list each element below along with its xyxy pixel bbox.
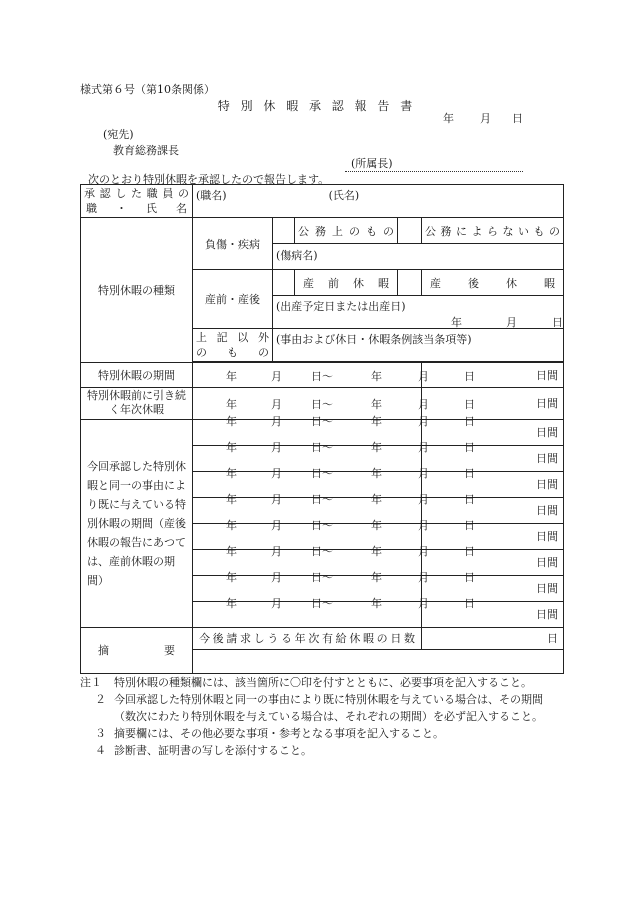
range-month: 月 [271,570,282,584]
prior-days-field-4[interactable] [422,497,564,523]
staff-label-cell [81,185,193,218]
document-title: 特別休暇承認報告書 [217,99,423,113]
prenatal-option: 産前休暇 [295,270,398,296]
other-reason-field[interactable] [273,329,564,362]
staff-label-line1: 承認した職員の [84,187,189,200]
range-year2: 年 [371,518,382,532]
range-days: 日間 [536,426,559,439]
range-day-from: 日～ [311,398,333,411]
range-month: 月 [271,466,282,480]
prior-range-field-8[interactable] [193,596,475,627]
range-day-from: 日～ [311,414,333,428]
range-day-from: 日～ [311,370,333,383]
range-day-from: 日～ [311,466,333,480]
intro-text: 次のとおり特別休暇を承認したので報告します。 [88,173,330,186]
maternity-label: 産前・産後 [193,270,273,329]
note-number: ３ [95,727,106,740]
range-day-from: 日～ [311,440,333,454]
department-head-label: (所属長) [351,157,393,170]
staff-label-line2: 職・氏名 [86,202,187,215]
range-month2: 月 [418,466,429,480]
range-day-from: 日～ [311,492,333,506]
range-year2: 年 [371,440,382,454]
other-reason-label: (事由および休日・休暇条例該当条項等) [276,333,472,346]
official-option: 公務上のもの [295,218,398,244]
range-days: 日間 [536,397,559,410]
due-date-field[interactable] [273,296,564,329]
note-item [80,674,560,691]
range-day2: 日 [464,544,475,558]
date-year: 年 [443,112,454,125]
range-year2: 年 [371,466,382,480]
postnatal-option: 産後休暇 [422,270,564,296]
prior-days-field-8[interactable] [422,601,564,627]
range-day2: 日 [464,398,475,411]
range-day-from: 日～ [311,570,333,584]
range-month: 月 [271,414,282,428]
range-days: 日間 [536,504,559,517]
note-text: 診断書、証明書の写しを添付すること。 [114,744,312,757]
note-item [80,725,560,742]
range-year: 年 [226,440,237,454]
range-year2: 年 [371,544,382,558]
injury-label: 負傷・疾病 [193,218,273,270]
range-days: 日間 [536,530,559,543]
prior-leave-label: 今回承認した特別休暇と同一の事由により既に与えている特別休暇の期間（産後休暇の報告にあつては、産前休暇の期間） [81,419,193,627]
remaining-leave-label: 今後請求しうる年次有給休暇の日数 [193,627,422,649]
postnatal-mark-box[interactable] [398,270,422,296]
period-range-field[interactable] [193,363,475,388]
range-days: 日間 [536,556,559,569]
disease-name-label: (傷病名) [276,249,318,262]
range-day2: 日 [464,440,475,454]
period-row [81,363,564,388]
addressee-label: (宛先) [103,128,134,141]
range-year: 年 [226,544,237,558]
note-text: 摘要欄には、その他必要な事項・参考となる事項を記入すること。 [114,727,444,740]
range-month2: 月 [418,570,429,584]
prior-days-field-3[interactable] [422,471,564,497]
range-year: 年 [226,466,237,480]
range-month2: 月 [418,518,429,532]
range-year2: 年 [371,414,382,428]
range-month: 月 [271,518,282,532]
recipient: 教育総務課長 [113,144,179,157]
other-label-line1: 上記以外 [196,331,269,344]
form-number: 様式第６号（第10条関係） [80,83,215,96]
leave-report-table [80,184,564,674]
range-days: 日間 [536,582,559,595]
range-days: 日間 [536,478,559,491]
period-label: 特別休暇の期間 [81,363,193,388]
range-month2: 月 [418,370,429,383]
note-text: 特別休暇の種類欄には、該当箇所に〇印を付すとともに、必要事項を記入すること。 [114,676,532,689]
prior-days-field-5[interactable] [422,523,564,549]
range-day2: 日 [464,596,475,610]
due-day: 日 [552,316,563,329]
due-date-label: (出産予定日または出産日) [276,300,406,313]
range-year: 年 [226,370,237,383]
remaining-leave-field[interactable] [422,627,564,649]
other-label-line2: のもの [196,346,269,359]
range-month: 月 [271,440,282,454]
other-label-cell [193,329,273,362]
range-year: 年 [226,596,237,610]
range-month2: 月 [418,414,429,428]
range-month2: 月 [418,596,429,610]
annual-leave-days-field[interactable] [422,387,564,419]
range-day2: 日 [464,492,475,506]
summary-label-cell [81,627,193,673]
range-days: 日間 [536,368,559,382]
range-month: 月 [271,492,282,506]
range-days: 日間 [536,452,559,465]
staff-name-field[interactable] [193,185,564,218]
non-official-mark-box[interactable] [398,218,422,244]
range-month: 月 [271,544,282,558]
range-month2: 月 [418,544,429,558]
range-year: 年 [226,518,237,532]
official-mark-box[interactable] [273,218,295,244]
range-day2: 日 [464,414,475,428]
range-year2: 年 [371,370,382,383]
range-month: 月 [271,596,282,610]
summary-field[interactable] [193,649,564,673]
range-day-from: 日～ [311,596,333,610]
prior-days-field-6[interactable] [422,549,564,575]
remaining-leave-unit: 日 [547,632,559,645]
range-month: 月 [271,398,282,411]
note-item [80,691,560,725]
prior-days-field-2[interactable] [422,445,564,471]
staff-row [81,185,564,218]
note-item [80,742,560,759]
range-day2: 日 [464,466,475,480]
range-month2: 月 [418,440,429,454]
annual-leave-label: 特別休暇前に引き続く年次休暇 [81,387,193,419]
range-year: 年 [226,492,237,506]
range-day-from: 日～ [311,544,333,558]
post-label: (職名) [196,189,227,202]
range-year2: 年 [371,398,382,411]
range-day-from: 日～ [311,518,333,532]
range-month: 月 [271,370,282,383]
prior-days-field-1[interactable] [422,419,564,445]
prenatal-mark-box[interactable] [273,270,295,296]
date-month: 月 [480,112,491,125]
range-year: 年 [226,570,237,584]
range-day2: 日 [464,518,475,532]
period-days-field[interactable] [422,363,564,388]
due-year: 年 [451,316,462,329]
summary-label: 摘要 [98,644,175,657]
note-number: 注１ [80,676,102,689]
department-head-field[interactable] [345,155,523,172]
range-year: 年 [226,414,237,428]
prior-days-field-7[interactable] [422,575,564,601]
range-month2: 月 [418,398,429,411]
name-label: (氏名) [328,189,360,202]
due-month: 月 [506,316,517,329]
disease-name-field[interactable] [273,244,564,270]
notes [80,674,560,759]
range-day2: 日 [464,570,475,584]
note-text: 今回承認した特別休暇と同一の事由により既に特別休暇を与えている場合は、その期間（数次にわたり特別休暇を与えている場合は、それぞれの期間）を必ず記入すること。 [114,693,543,723]
range-day2: 日 [464,370,475,383]
range-year2: 年 [371,570,382,584]
note-number: ４ [95,744,106,757]
range-year: 年 [226,398,237,411]
range-year2: 年 [371,492,382,506]
note-number: ２ [95,693,106,706]
non-official-option: 公務によらないもの [422,218,564,244]
leave-type-label: 特別休暇の種類 [81,218,193,363]
date-day: 日 [512,112,523,125]
range-year2: 年 [371,596,382,610]
range-month2: 月 [418,492,429,506]
range-days: 日間 [536,608,559,621]
